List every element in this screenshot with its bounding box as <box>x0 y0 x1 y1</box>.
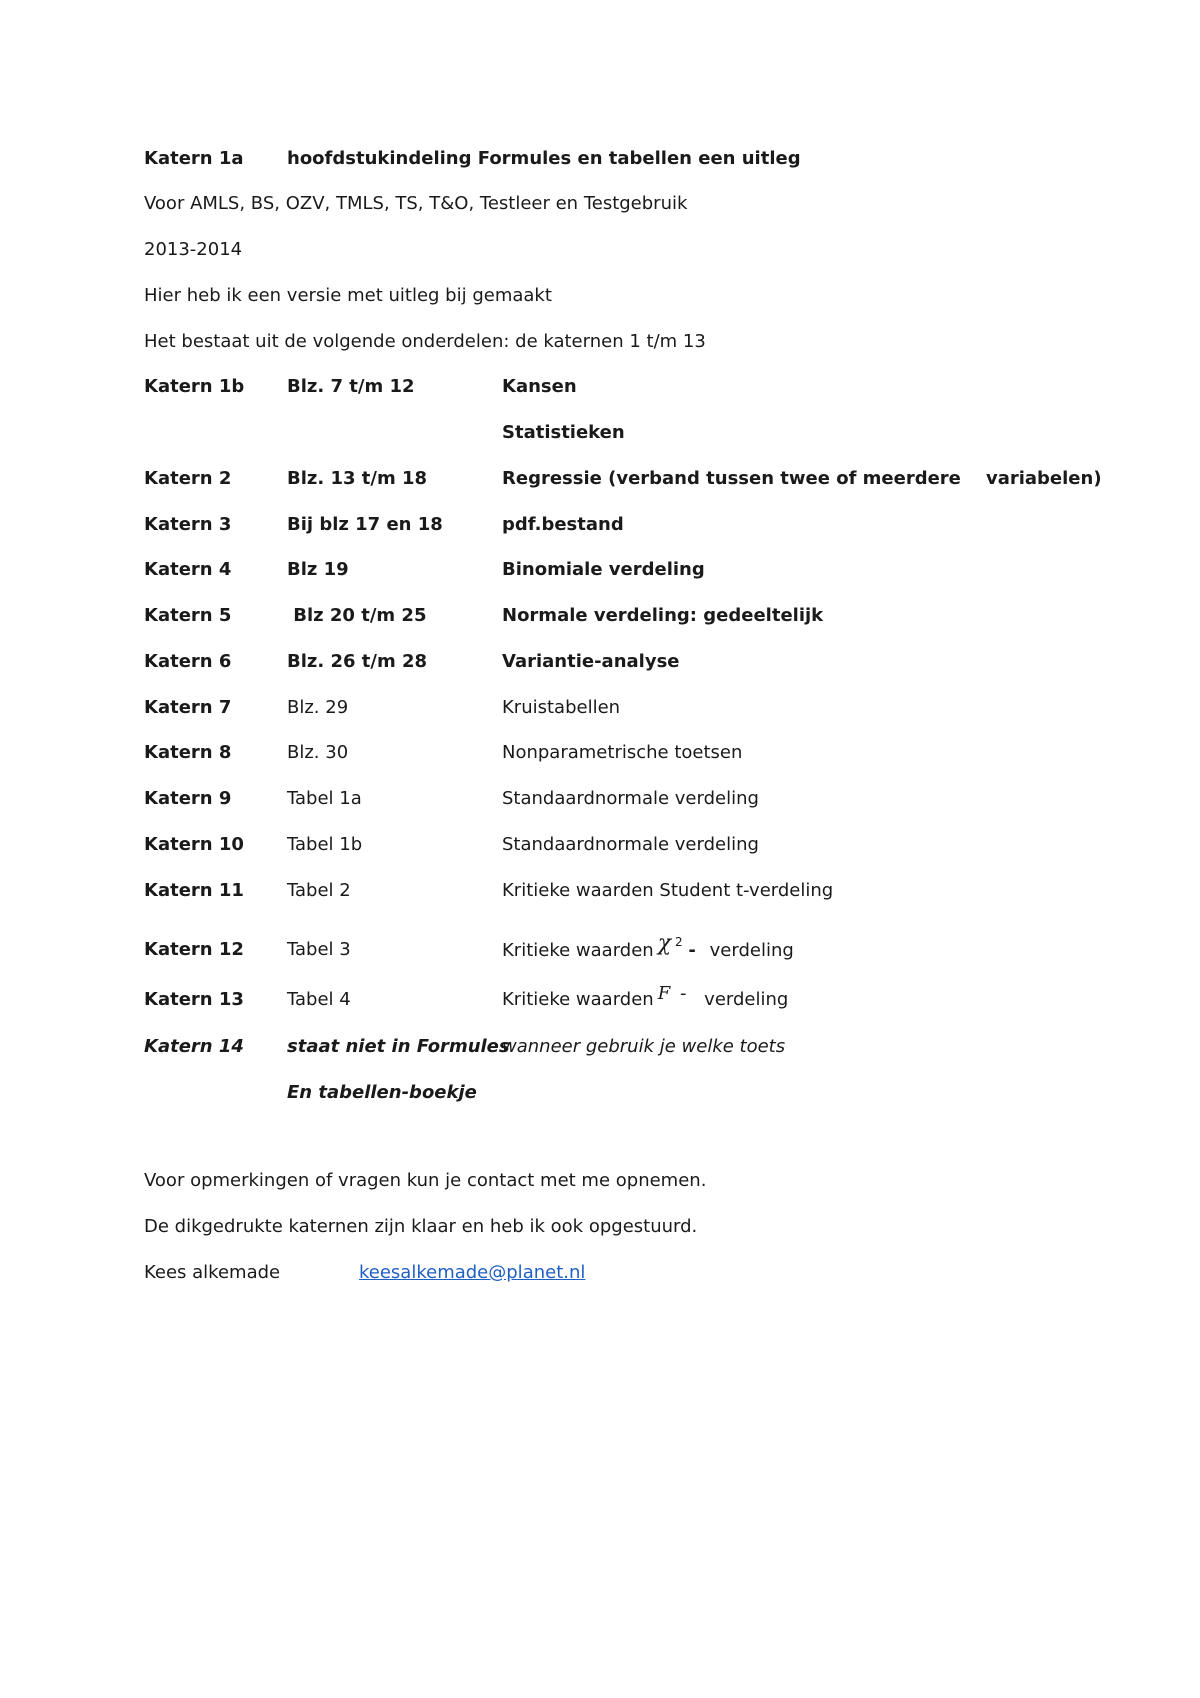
row-topic: Kansen <box>502 376 577 397</box>
row-katern: Katern 4 <box>144 559 232 580</box>
author-name: Kees alkemade <box>144 1262 281 1283</box>
row-pages: Blz. 30 <box>287 742 349 763</box>
row-katern: Katern 13 <box>144 989 244 1010</box>
row-pages: Tabel 3 <box>287 939 351 960</box>
row-topic: Standaardnormale verdeling <box>502 834 759 855</box>
row-katern: Katern 3 <box>144 514 232 535</box>
row-pages: Blz. 26 t/m 28 <box>287 651 428 672</box>
intro-year: 2013-2014 <box>144 239 243 260</box>
topic-post: verdeling <box>709 940 794 961</box>
row-katern: Katern 2 <box>144 468 232 489</box>
title-label: Katern 1a <box>144 148 244 169</box>
row-pages: Tabel 4 <box>287 989 351 1010</box>
row-pages: Tabel 1b <box>287 834 363 855</box>
row-pages: Blz 20 t/m 25 <box>287 605 427 626</box>
topic-pre: Kritieke waarden <box>502 989 654 1010</box>
row-topic: Normale verdeling: gedeeltelijk <box>502 605 824 626</box>
row-katern: Katern 1b <box>144 376 245 397</box>
row-topic <box>502 931 794 964</box>
row-topic: Regressie (verband tussen twee of meerdere variabelen) <box>502 468 1102 489</box>
footer-status: De dikgedrukte katernen zijn klaar en heb ik ook opgestuurd. <box>144 1216 698 1237</box>
intro-version-note: Hier heb ik een versie met uitleg bij gemaakt <box>144 285 552 306</box>
row-topic <box>502 983 789 1012</box>
title-text: hoofdstukindeling Formules en tabellen een uitleg <box>287 148 801 169</box>
row-topic: Binomiale verdeling <box>502 559 705 580</box>
row-topic: Standaardnormale verdeling <box>502 788 759 809</box>
row-topic: Nonparametrische toetsen <box>502 742 743 763</box>
row-pages: Blz. 29 <box>287 697 349 718</box>
row-katern: Katern 14 <box>144 1036 244 1057</box>
chi-superscript: 2 <box>675 935 683 949</box>
row-katern: Katern 11 <box>144 880 244 901</box>
row-topic: Statistieken <box>502 422 625 443</box>
chi-symbol: χ <box>657 931 672 956</box>
f-symbol: F <box>657 983 671 1004</box>
intro-audience: Voor AMLS, BS, OZV, TMLS, TS, T&O, Testleer en Testgebruik <box>144 193 688 214</box>
row-katern: Katern 7 <box>144 697 232 718</box>
row-pages: Blz. 7 t/m 12 <box>287 376 415 397</box>
row-pages: Blz 19 <box>287 559 349 580</box>
row-pages: staat niet in Formules <box>287 1036 510 1057</box>
row-pages: En tabellen-boekje <box>287 1082 477 1103</box>
symbol-dash: - <box>688 940 696 961</box>
row-topic: Kruistabellen <box>502 697 621 718</box>
email-link[interactable]: keesalkemade@planet.nl <box>359 1262 586 1283</box>
topic-pre: Kritieke waarden <box>502 940 654 961</box>
topic-post: verdeling <box>704 989 789 1010</box>
row-katern: Katern 9 <box>144 788 232 809</box>
row-topic: wanneer gebruik je welke toets <box>502 1036 786 1057</box>
row-topic: Variantie-analyse <box>502 651 680 672</box>
row-katern: Katern 5 <box>144 605 232 626</box>
row-katern: Katern 8 <box>144 742 232 763</box>
row-katern: Katern 10 <box>144 834 244 855</box>
row-pages: Tabel 2 <box>287 880 351 901</box>
row-katern: Katern 6 <box>144 651 232 672</box>
symbol-dash: - <box>679 983 687 1004</box>
footer-remarks: Voor opmerkingen of vragen kun je contact met me opnemen. <box>144 1170 707 1191</box>
row-pages: Tabel 1a <box>287 788 362 809</box>
intro-contents: Het bestaat uit de volgende onderdelen: de katernen 1 t/m 13 <box>144 331 706 352</box>
row-pages: Bij blz 17 en 18 <box>287 514 443 535</box>
row-katern: Katern 12 <box>144 939 244 960</box>
row-pages: Blz. 13 t/m 18 <box>287 468 428 489</box>
row-topic: pdf.bestand <box>502 514 624 535</box>
row-topic: Kritieke waarden Student t-verdeling <box>502 880 834 901</box>
